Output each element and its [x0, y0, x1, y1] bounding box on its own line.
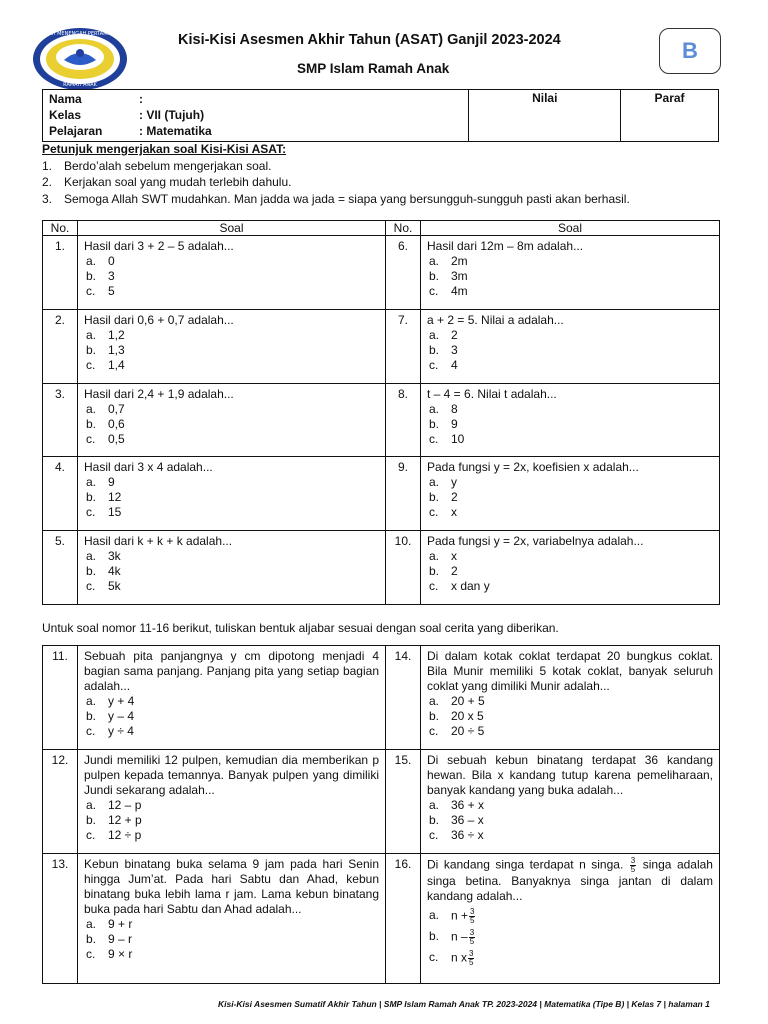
question-row [43, 384, 720, 457]
option-letter: a. [86, 475, 97, 489]
fraction-denominator: 5 [469, 958, 474, 967]
answer-option[interactable] [427, 417, 713, 432]
option-text: 9 × r [108, 947, 133, 961]
name-value[interactable]: : [139, 92, 143, 106]
option-text: 1,3 [108, 343, 125, 357]
answer-option[interactable] [84, 724, 379, 739]
instructions [42, 141, 732, 207]
option-text: 0,7 [108, 402, 125, 416]
question-cell [421, 236, 720, 310]
question-number: 7. [386, 310, 421, 384]
answer-option[interactable] [427, 328, 713, 343]
option-text: 0,6 [108, 417, 125, 431]
option-text: 2 [451, 328, 458, 342]
option-letter: b. [86, 417, 97, 431]
answer-option[interactable] [427, 929, 713, 946]
option-letter: c. [86, 432, 96, 446]
option-value [451, 475, 457, 490]
option-letter: a. [429, 798, 440, 812]
option-letter: b. [429, 417, 440, 431]
answer-option[interactable] [427, 269, 713, 284]
option-value [108, 813, 142, 828]
option-letter: b. [86, 932, 97, 946]
option-letter: b. [429, 813, 440, 827]
option-letter: b. [429, 709, 440, 723]
fraction-numerator: 3 [630, 856, 636, 865]
option-text: x [451, 549, 457, 563]
option-value [108, 328, 125, 343]
option-value [108, 828, 141, 843]
option-text: 5k [108, 579, 121, 593]
answer-option[interactable] [427, 549, 713, 564]
question-row [43, 854, 720, 984]
question-cell [421, 646, 720, 750]
answer-option[interactable] [427, 490, 713, 505]
fraction [469, 929, 475, 946]
option-text: 4 [451, 358, 458, 372]
fraction-numerator: 3 [469, 928, 475, 937]
option-value [108, 490, 121, 505]
instruction-number: 1. [42, 158, 53, 173]
answer-option[interactable] [84, 269, 379, 284]
answer-option[interactable] [427, 475, 713, 490]
option-value [451, 417, 458, 432]
answer-option[interactable] [84, 694, 379, 709]
option-value [108, 358, 125, 373]
answer-option[interactable] [84, 947, 379, 962]
option-text: 20 ÷ 5 [451, 724, 485, 738]
option-text: x [451, 505, 457, 519]
option-text: 12 [108, 490, 122, 504]
instruction-item [42, 191, 732, 208]
option-text: 36 – x [451, 813, 484, 827]
signature-label: Paraf [654, 91, 685, 105]
option-value [108, 549, 121, 564]
col-header-soal: Soal [78, 221, 386, 236]
question-cell [421, 310, 720, 384]
option-letter: b. [86, 269, 97, 283]
question-text-post: singa adalah singa betina. Banyaknya singa jantan di dalam kandang adalah... [427, 857, 713, 903]
fraction [630, 857, 636, 874]
signature-cell[interactable] [621, 90, 719, 142]
col-header-no: No. [386, 221, 421, 236]
option-text: 12 ÷ p [108, 828, 142, 842]
option-letter: c. [429, 724, 439, 738]
option-value [108, 269, 115, 284]
question-table-1 [42, 220, 720, 605]
option-text: 12 – p [108, 798, 142, 812]
question-number: 16. [386, 854, 421, 984]
question-text: Hasil dari 12m – 8m adalah... [427, 239, 584, 253]
option-text: 10 [451, 432, 465, 446]
answer-option[interactable] [84, 505, 379, 520]
option-letter: b. [86, 564, 97, 578]
answer-option[interactable] [427, 284, 713, 299]
exam-type-badge: B [659, 28, 721, 74]
question-number: 10. [386, 531, 421, 605]
option-letter: c. [429, 284, 439, 298]
question-text: Hasil dari 3 x 4 adalah... [84, 460, 213, 474]
option-text: 2 [451, 490, 458, 504]
option-value [451, 950, 475, 967]
option-text: 4k [108, 564, 121, 578]
option-value [108, 402, 125, 417]
option-value [451, 432, 464, 447]
option-letter: c. [86, 284, 96, 298]
answer-option[interactable] [84, 813, 379, 828]
option-letter: b. [86, 343, 97, 357]
answer-option[interactable] [427, 402, 713, 417]
instruction-item [42, 158, 732, 175]
option-text: 3 [108, 269, 115, 283]
option-letter: b. [429, 490, 440, 504]
answer-option[interactable] [84, 932, 379, 947]
instruction-text: Kerjakan soal yang mudah terlebih dahulu. [64, 175, 292, 189]
answer-option[interactable] [84, 417, 379, 432]
option-value [451, 709, 484, 724]
option-value [451, 694, 485, 709]
option-letter: a. [429, 694, 440, 708]
option-text: 3m [451, 269, 468, 283]
option-value [108, 343, 125, 358]
question-cell [421, 750, 720, 854]
option-letter: a. [429, 328, 440, 342]
option-text: 2 [451, 564, 458, 578]
question-row [43, 457, 720, 531]
option-text: 1,4 [108, 358, 125, 372]
answer-option[interactable] [427, 432, 713, 447]
option-text: 12 + p [108, 813, 142, 827]
name-label: Nama [49, 92, 82, 106]
answer-option[interactable] [84, 490, 379, 505]
question-number: 4. [43, 457, 78, 531]
question-cell [78, 236, 386, 310]
score-label: Nilai [532, 91, 558, 105]
answer-option[interactable] [427, 254, 713, 269]
question-cell [421, 531, 720, 605]
question-cell [78, 531, 386, 605]
answer-option[interactable] [427, 579, 713, 594]
identity-cell [43, 90, 469, 142]
option-letter: c. [86, 358, 96, 372]
option-value [451, 284, 468, 299]
answer-option[interactable] [84, 709, 379, 724]
svg-text:SEKOLAH MENENGAH PERTAMA ISLAM: SEKOLAH MENENGAH PERTAMA ISLAM [32, 31, 128, 37]
option-value [108, 579, 121, 594]
question-text-pre: Di kandang singa terdapat n singa. [427, 857, 624, 872]
option-text: y – 4 [108, 709, 135, 723]
option-letter: c. [429, 950, 439, 964]
question-text [427, 857, 713, 904]
question-cell [421, 384, 720, 457]
option-text: 36 ÷ x [451, 828, 484, 842]
option-value [108, 284, 115, 299]
option-text: 15 [108, 505, 122, 519]
option-letter: c. [86, 828, 96, 842]
answer-option[interactable] [84, 828, 379, 843]
option-text: 0 [108, 254, 115, 268]
question-number: 8. [386, 384, 421, 457]
class-value: : VII (Tujuh) [139, 108, 205, 122]
section-instruction: Untuk soal nomor 11-16 berikut, tuliskan bentuk aljabar sesuai dengan soal cerita yang diberikan. [42, 621, 559, 635]
option-text: n – [451, 929, 468, 944]
option-text: 9 [108, 475, 115, 489]
question-text: Di sebuah kebun binatang terdapat 36 kandang hewan. Bila x kandang tutup karena pemeliharaan, banyak kandang yang buka adalah... [427, 753, 713, 797]
option-letter: c. [429, 358, 439, 372]
question-number: 1. [43, 236, 78, 310]
option-text: 8 [451, 402, 458, 416]
option-text: 0,5 [108, 432, 125, 446]
question-number: 15. [386, 750, 421, 854]
answer-option[interactable] [427, 950, 713, 967]
option-letter: c. [429, 432, 439, 446]
option-value [451, 490, 458, 505]
option-letter: c. [429, 828, 439, 842]
fraction-numerator: 3 [470, 907, 475, 916]
question-row [43, 750, 720, 854]
question-row [43, 646, 720, 750]
option-value [451, 813, 484, 828]
question-text: Hasil dari 3 + 2 – 5 adalah... [84, 239, 234, 253]
option-value [451, 579, 490, 594]
score-cell[interactable] [469, 90, 621, 142]
school-logo [30, 26, 130, 92]
question-row [43, 236, 720, 310]
option-value [108, 709, 134, 724]
option-letter: b. [86, 709, 97, 723]
option-letter: a. [86, 328, 97, 342]
option-text: 9 – r [108, 932, 133, 946]
col-header-no: No. [43, 221, 78, 236]
answer-option[interactable] [427, 564, 713, 579]
option-value [108, 564, 121, 579]
option-text: y [451, 475, 457, 489]
option-text: 3k [108, 549, 121, 563]
answer-option[interactable] [84, 254, 379, 269]
option-text: 9 + r [108, 917, 133, 931]
option-letter: c. [86, 947, 96, 961]
question-text: Di dalam kotak coklat terdapat 20 bungkus coklat. Bila Munir memiliki 5 kotak coklat, banyak seluruh coklat yang dimiliki Munir adalah... [427, 649, 713, 693]
question-text: Pada fungsi y = 2x, koefisien x adalah... [427, 460, 639, 474]
option-value [451, 343, 458, 358]
question-number: 5. [43, 531, 78, 605]
svg-text:RAMAH ANAK: RAMAH ANAK [63, 82, 97, 88]
answer-option[interactable] [427, 724, 713, 739]
question-number: 11. [43, 646, 78, 750]
question-number: 13. [43, 854, 78, 984]
question-cell [78, 750, 386, 854]
option-text: 1,2 [108, 328, 125, 342]
instruction-item [42, 174, 732, 191]
answer-option[interactable] [84, 475, 379, 490]
option-value [451, 724, 484, 739]
question-row [43, 310, 720, 384]
option-text: n x [451, 950, 468, 965]
question-cell [78, 646, 386, 750]
answer-option[interactable] [84, 579, 379, 594]
question-text: Hasil dari 0,6 + 0,7 adalah... [84, 313, 234, 327]
option-letter: c. [86, 724, 96, 738]
option-value [108, 724, 134, 739]
option-letter: b. [429, 343, 440, 357]
option-value [451, 564, 458, 579]
question-number: 14. [386, 646, 421, 750]
question-cell [78, 457, 386, 531]
answer-option[interactable] [427, 694, 713, 709]
answer-option[interactable] [427, 798, 713, 813]
option-letter: c. [429, 579, 439, 593]
answer-option[interactable] [427, 908, 713, 925]
option-letter: b. [86, 813, 97, 827]
option-value [451, 254, 468, 269]
option-text: 20 x 5 [451, 709, 484, 723]
option-value [451, 402, 458, 417]
option-value [451, 798, 484, 813]
question-text: Pada fungsi y = 2x, variabelnya adalah... [427, 534, 644, 548]
option-text: 20 + 5 [451, 694, 485, 708]
answer-option[interactable] [84, 549, 379, 564]
instruction-number: 2. [42, 175, 53, 189]
question-table-2 [42, 645, 720, 984]
question-text: a + 2 = 5. Nilai a adalah... [427, 313, 564, 327]
fraction-denominator: 5 [630, 865, 636, 874]
option-letter: a. [86, 402, 97, 416]
answer-option[interactable] [84, 328, 379, 343]
option-value [451, 505, 457, 520]
instructions-heading: Petunjuk mengerjakan soal Kisi-Kisi ASAT: [42, 142, 287, 156]
option-text: n + [451, 908, 469, 923]
option-letter: a. [86, 694, 97, 708]
option-value [108, 432, 125, 447]
option-value [451, 549, 457, 564]
answer-option[interactable] [84, 432, 379, 447]
answer-option[interactable] [84, 284, 379, 299]
question-text: t – 4 = 6. Nilai t adalah... [427, 387, 557, 401]
option-value [108, 254, 115, 269]
option-letter: a. [429, 475, 440, 489]
option-value [108, 798, 141, 813]
option-letter: b. [429, 564, 440, 578]
answer-option[interactable] [427, 828, 713, 843]
fraction-denominator: 5 [469, 937, 475, 946]
option-value [108, 505, 121, 520]
question-number: 2. [43, 310, 78, 384]
option-letter: a. [429, 254, 440, 268]
subject-label: Pelajaran [49, 124, 103, 138]
option-text: 9 [451, 417, 458, 431]
option-value [451, 908, 476, 925]
fraction-numerator: 3 [469, 949, 474, 958]
answer-option[interactable] [427, 813, 713, 828]
instruction-text: Semoga Allah SWT mudahkan. Man jadda wa jada = siapa yang bersungguh-sungguh pasti akan berhasil. [64, 191, 630, 206]
option-text: 36 + x [451, 798, 485, 812]
option-letter: a. [86, 917, 97, 931]
question-text: Hasil dari k + k + k adalah... [84, 534, 233, 548]
question-cell [421, 457, 720, 531]
option-value [108, 947, 132, 962]
option-text: 3 [451, 343, 458, 357]
fraction [468, 950, 474, 967]
document-title: Kisi-Kisi Asesmen Akhir Tahun (ASAT) Ganjil 2023-2024 [178, 32, 561, 48]
answer-option[interactable] [427, 358, 713, 373]
option-value [108, 694, 134, 709]
answer-option[interactable] [427, 343, 713, 358]
option-text: 5 [108, 284, 115, 298]
question-text: Kebun binatang buka selama 9 jam pada hari Senin hingga Jum’at. Pada hari Sabtu dan Ahad, kebun binatang buka lebih lama r jam. Lama kebun binatang buka pada hari Sabtu dan Ahad adalah... [84, 857, 379, 916]
instruction-text: Berdo’alah sebelum mengerjakan soal. [64, 158, 272, 173]
student-identity-table [42, 89, 719, 142]
option-letter: c. [86, 505, 96, 519]
answer-option[interactable] [427, 709, 713, 724]
subject-value: : Matematika [139, 124, 212, 138]
col-header-soal: Soal [421, 221, 720, 236]
answer-option[interactable] [84, 402, 379, 417]
option-value [108, 932, 132, 947]
class-label: Kelas [49, 108, 82, 122]
option-text: 4m [451, 284, 468, 298]
option-letter: a. [86, 549, 97, 563]
question-number: 9. [386, 457, 421, 531]
question-text: Sebuah pita panjangnya y cm dipotong menjadi 4 bagian sama panjang. Panjang pita yang setiap bagian adalah... [84, 649, 379, 693]
option-letter: b. [429, 269, 440, 283]
question-cell [78, 854, 386, 984]
option-value [451, 929, 476, 946]
option-letter: a. [429, 908, 440, 922]
option-letter: a. [86, 254, 97, 268]
question-cell [78, 384, 386, 457]
answer-option[interactable] [84, 343, 379, 358]
option-letter: a. [86, 798, 97, 812]
question-number: 6. [386, 236, 421, 310]
question-number: 3. [43, 384, 78, 457]
question-row [43, 531, 720, 605]
instruction-number: 3. [42, 191, 53, 206]
answer-option[interactable] [84, 564, 379, 579]
fraction [469, 908, 475, 925]
option-text: 2m [451, 254, 468, 268]
option-letter: b. [429, 929, 440, 943]
question-text: Hasil dari 2,4 + 1,9 adalah... [84, 387, 234, 401]
option-letter: a. [429, 402, 440, 416]
option-value [451, 828, 484, 843]
school-name: SMP Islam Ramah Anak [297, 61, 450, 76]
option-text: y + 4 [108, 694, 135, 708]
option-value [451, 328, 458, 343]
option-value [108, 475, 115, 490]
option-letter: c. [86, 579, 96, 593]
option-value [451, 269, 468, 284]
option-text: y ÷ 4 [108, 724, 134, 738]
option-text: x dan y [451, 579, 490, 593]
answer-option[interactable] [427, 505, 713, 520]
answer-option[interactable] [84, 798, 379, 813]
option-letter: a. [429, 549, 440, 563]
answer-option[interactable] [84, 917, 379, 932]
answer-option[interactable] [84, 358, 379, 373]
option-value [108, 917, 132, 932]
option-value [451, 358, 458, 373]
option-letter: b. [86, 490, 97, 504]
option-letter: c. [429, 505, 439, 519]
question-cell [421, 854, 720, 984]
question-cell [78, 310, 386, 384]
question-text: Jundi memiliki 12 pulpen, kemudian dia memberikan p pulpen kepada temannya. Banyak pulpen yang dimiliki Jundi sekarang adalah... [84, 753, 379, 797]
question-number: 12. [43, 750, 78, 854]
fraction-denominator: 5 [470, 916, 475, 925]
page-footer: Kisi-Kisi Asesmen Sumatif Akhir Tahun | SMP Islam Ramah Anak TP. 2023-2024 | Matematika (Tipe B) | Kelas 7 | halaman 1 [218, 999, 710, 1009]
option-value [108, 417, 125, 432]
